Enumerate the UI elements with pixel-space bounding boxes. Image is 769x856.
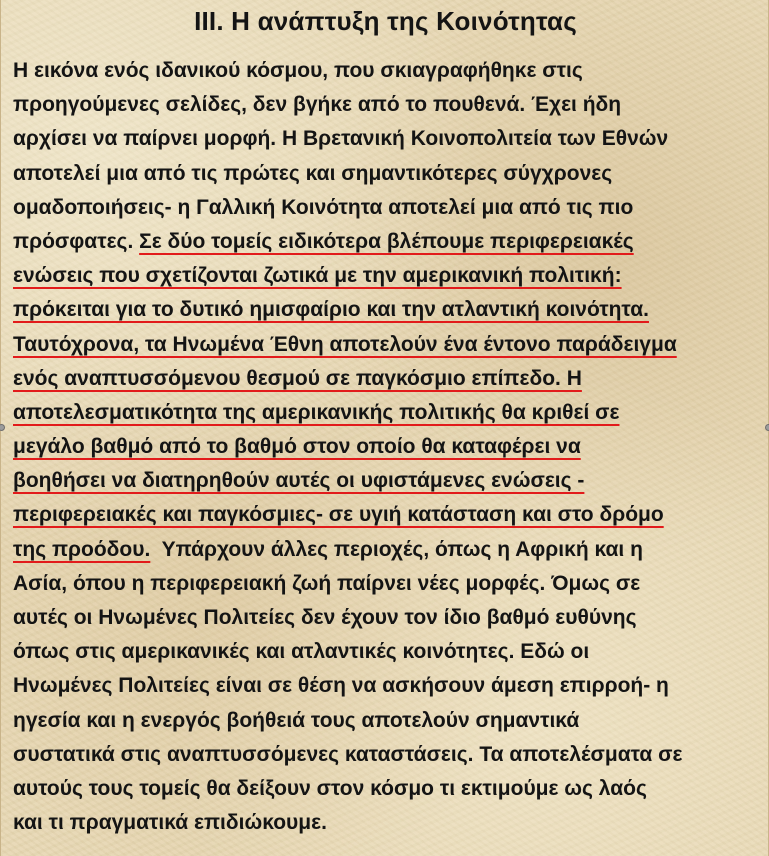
- text-line: [13, 635, 763, 669]
- underlined-text: πρόκειται για το δυτικό ημισφαίριο και την ατλαντική κοινότητα.: [13, 298, 649, 322]
- line-text: όπως στις αμερικανικές και ατλαντικές κοινότητες. Εδώ οι: [13, 640, 590, 664]
- text-line: [13, 328, 763, 362]
- text-line: [13, 293, 763, 327]
- underlined-text: μεγάλο βαθμό από το βαθμό στον οποίο θα καταφέρει να: [13, 435, 581, 459]
- line-text: αποτελεί μια από τις πρώτες και σημαντικότερες σύγχρονες: [13, 161, 613, 185]
- text-line: [13, 396, 763, 430]
- text-line: [13, 567, 763, 601]
- text-line: [13, 225, 763, 259]
- line-text: συστατικά στις αναπτυσσόμενες καταστάσεις. Τα αποτελέσματα σε: [13, 742, 683, 766]
- underlined-text: βοηθήσει να διατηρηθούν αυτές οι υφιστάμενες ενώσεις -: [13, 469, 585, 493]
- line-text: ομαδοποιήσεις- η Γαλλική Κοινότητα αποτελεί μια από τις πιο: [13, 195, 634, 219]
- text-line: [13, 533, 763, 567]
- text-line: [13, 464, 763, 498]
- page-title: III. Η ανάπτυξη της Κοινότητας: [194, 6, 577, 36]
- underlined-text: ενός αναπτυσσόμενου θεσμού σε παγκόσμιο επίπεδο. Η: [13, 366, 582, 390]
- line-text: Ασία, όπου η περιφερειακή ζωή παίρνει νέες μορφές. Όμως σε: [13, 571, 641, 595]
- underlined-text: Σε δύο τομείς ειδικότερα βλέπουμε περιφερειακές: [139, 229, 634, 253]
- line-text: Υπάρχουν άλλες περιοχές, όπως η Αφρική και η: [150, 537, 643, 561]
- line-text: και τι πραγματικά επιδιώκουμε.: [13, 811, 327, 835]
- underlined-text: περιφερειακές και παγκόσμιες- σε υγιή κατάσταση και στο δρόμο: [13, 503, 664, 527]
- body-paragraph: [13, 54, 763, 840]
- text-line: [13, 772, 763, 806]
- line-text: Ηνωμένες Πολιτείες είναι σε θέση να ασκήσουν άμεση επιρροή- η: [13, 674, 669, 698]
- text-line: [13, 259, 763, 293]
- text-line: [13, 601, 763, 635]
- text-line: [13, 157, 763, 191]
- line-text: ηγεσία και η ενεργός βοήθειά τους αποτελούν σημαντικά: [13, 708, 580, 732]
- left-edge-handle-icon: [0, 424, 5, 431]
- line-text: αυτές οι Ηνωμένες Πολιτείες δεν έχουν τον ίδιο βαθμό ευθύνης: [13, 606, 637, 629]
- text-line: [13, 704, 763, 738]
- text-line: [13, 191, 763, 225]
- text-line: [13, 669, 763, 703]
- text-line: [13, 54, 763, 88]
- text-line: [13, 806, 763, 840]
- text-line: [13, 88, 763, 122]
- right-edge-handle-icon: [765, 424, 769, 431]
- text-line: [13, 122, 763, 156]
- line-text: αρχίσει να παίρνει μορφή. Η Βρετανική Κοινοπολιτεία των Εθνών: [13, 127, 669, 151]
- text-line: [13, 430, 763, 464]
- line-text: Η εικόνα ενός ιδανικού κόσμου, που σκιαγραφήθηκε στις: [13, 59, 583, 82]
- underlined-text: ενώσεις που σχετίζονται ζωτικά με την αμερικανική πολιτική:: [13, 264, 622, 288]
- text-line: [13, 738, 763, 772]
- underlined-text: αποτελεσματικότητα της αμερικανικής πολιτικής θα κριθεί σε: [13, 400, 620, 424]
- underlined-text: Ταυτόχρονα, τα Ηνωμένα Έθνη αποτελούν ένα έντονο παράδειγμα: [13, 332, 677, 356]
- line-text: προηγούμενες σελίδες, δεν βγήκε από το πουθενά. Έχει ήδη: [13, 93, 622, 117]
- line-text: πρόσφατες.: [13, 229, 140, 253]
- text-line: [13, 498, 763, 532]
- underlined-text: της προόδου.: [13, 537, 151, 561]
- line-text: αυτούς τους τομείς θα δείξουν στον κόσμο τι εκτιμούμε ως λαός: [13, 776, 647, 800]
- text-line: [13, 362, 763, 396]
